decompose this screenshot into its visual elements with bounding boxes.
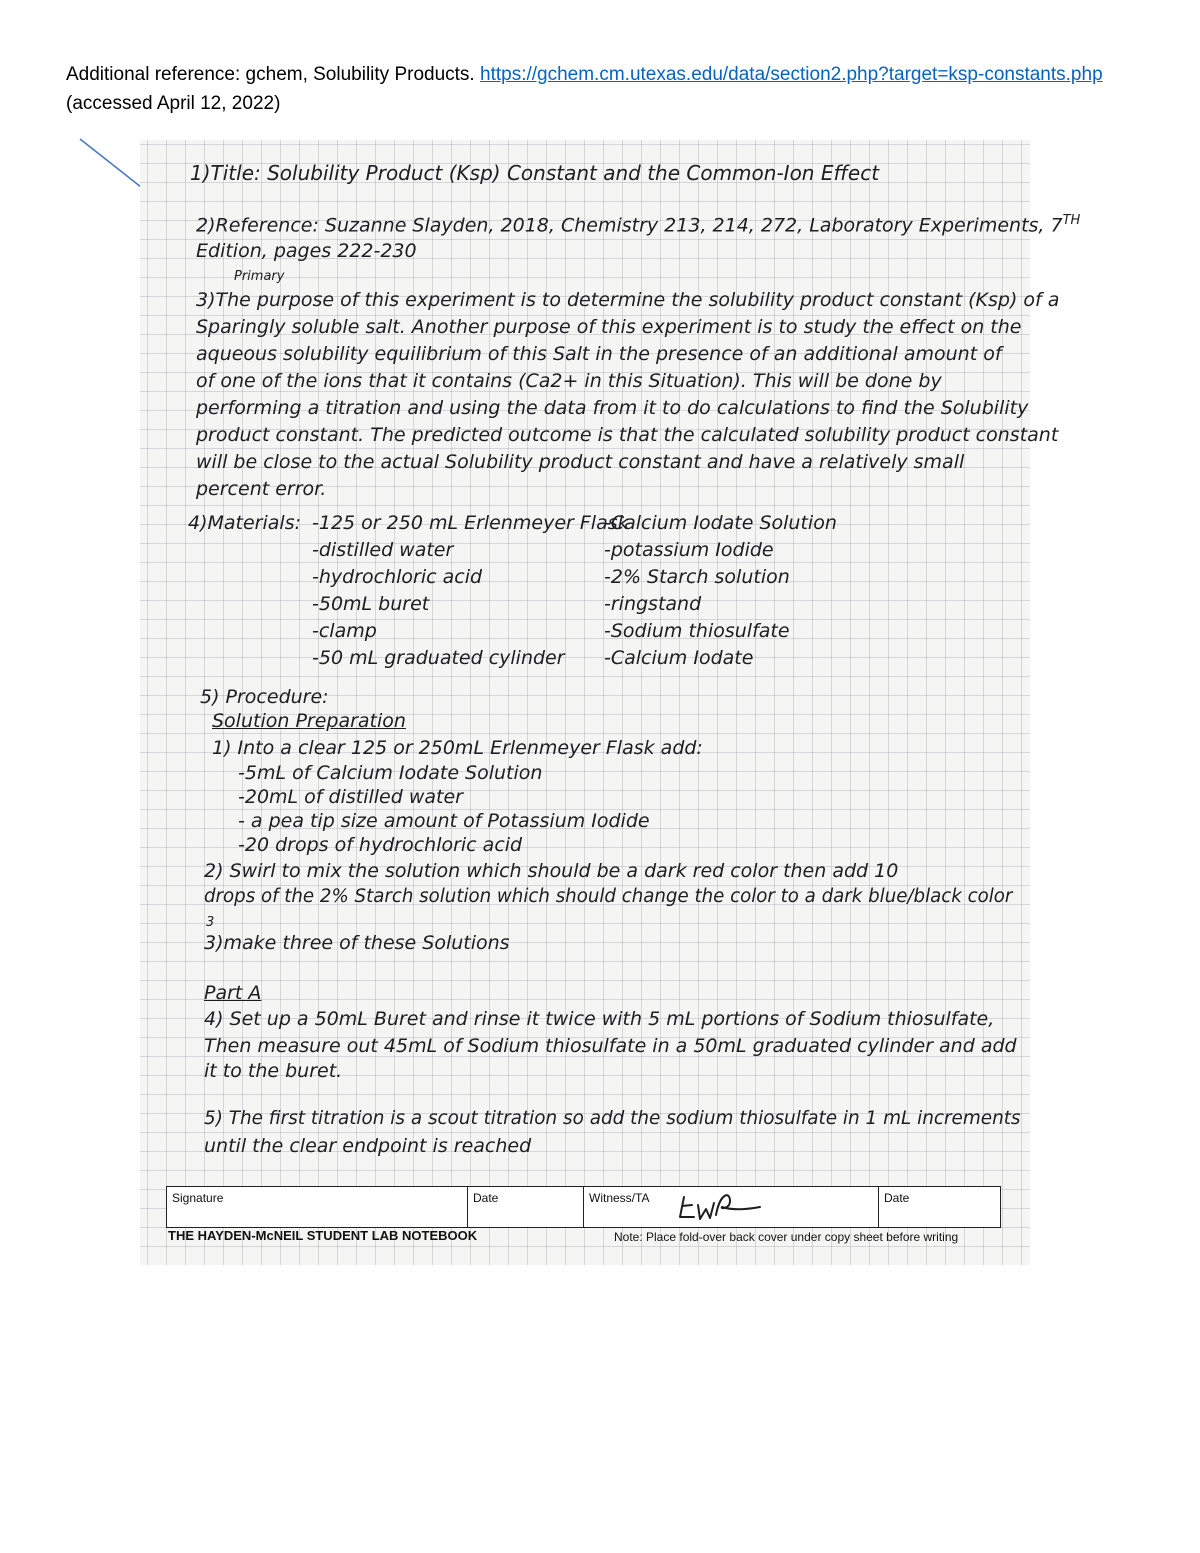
material-item: -125 or 250 mL Erlenmeyer Flask — [312, 512, 629, 534]
purpose-line: product constant. The predicted outcome is that the calculated solubility product constant — [196, 424, 1059, 446]
primary-insert: Primary — [234, 269, 285, 284]
signature-cell[interactable] — [167, 1187, 468, 1227]
material-item: -50mL buret — [312, 593, 430, 615]
reference-prefix: Additional reference: gchem, Solubility Products. — [66, 64, 480, 85]
procedure-subitem: -5mL of Calcium Iodate Solution — [238, 762, 543, 784]
procedure-subitem: -20mL of distilled water — [238, 786, 463, 808]
procedure-step: until the clear endpoint is reached — [204, 1135, 532, 1157]
purpose-line: performing a titration and using the data from it to do calculations to find the Solubility — [196, 397, 1029, 419]
procedure-subitem: - a pea tip size amount of Potassium Iodide — [238, 810, 650, 832]
witness-label: Witness/TA — [589, 1191, 650, 1205]
witness-cell[interactable] — [584, 1187, 879, 1227]
reference-superscript: TH — [1062, 213, 1081, 228]
purpose-line: Sparingly soluble salt. Another purpose of this experiment is to study the effect on the — [196, 316, 1022, 338]
reference-line-text: 2)Reference: Suzanne Slayden, 2018, Chemistry 213, 214, 272, Laboratory Experiments, 7 — [196, 214, 1063, 237]
date2-label: Date — [884, 1191, 910, 1205]
title-line: 1)Title: Solubility Product (Ksp) Constant and the Common-Ion Effect — [190, 161, 880, 185]
procedure-step: 4) Set up a 50mL Buret and rinse it twice with 5 mL portions of Sodium thiosulfate, — [204, 1008, 995, 1030]
purpose-line: aqueous solubility equilibrium of this Salt in the presence of an additional amount of — [196, 343, 1002, 365]
date-label: Date — [473, 1191, 499, 1205]
reference-link[interactable]: https://gchem.cm.utexas.edu/data/section2.php?target=ksp-constants.php — [480, 64, 1103, 85]
procedure-step: drops of the 2% Starch solution which should change the color to a dark blue/black color — [204, 886, 1013, 907]
part-a-heading: Part A — [204, 982, 262, 1004]
material-item: -Calcium Iodate Solution — [604, 512, 837, 534]
material-item: -distilled water — [312, 539, 454, 561]
date-cell[interactable] — [468, 1187, 584, 1227]
reference-suffix: (accessed April 12, 2022) — [66, 93, 281, 114]
additional-reference — [66, 60, 1146, 118]
signature-table — [166, 1186, 1001, 1228]
material-item: -Sodium thiosulfate — [604, 620, 790, 642]
material-item: -potassium Iodide — [604, 539, 774, 561]
material-item: -ringstand — [604, 593, 702, 615]
notebook-note: Note: Place fold-over back cover under copy sheet before writing — [614, 1230, 959, 1244]
procedure-step: 5) The first titration is a scout titration so add the sodium thiosulfate in 1 mL increments — [204, 1108, 1021, 1129]
date2-cell[interactable] — [879, 1187, 1000, 1227]
purpose-line: 3)The purpose of this experiment is to determine the solubility product constant (Ksp) of a — [196, 289, 1060, 311]
signature-label: Signature — [172, 1191, 224, 1205]
purpose-line: will be close to the actual Solubility product constant and have a relatively small — [196, 451, 965, 473]
procedure-step: 1) Into a clear 125 or 250mL Erlenmeyer Flask add: — [212, 737, 703, 759]
procedure-step: 2) Swirl to mix the solution which should be a dark red color then add 10 — [204, 860, 899, 882]
procedure-step: Then measure out 45mL of Sodium thiosulfate in a 50mL graduated cylinder and add — [204, 1035, 1017, 1057]
purpose-line: of one of the ions that it contains (Ca2+ in this Situation). This will be done by — [196, 370, 942, 392]
witness-signature-icon — [676, 1187, 786, 1227]
purpose-line: percent error. — [196, 478, 327, 500]
procedure-step: it to the buret. — [204, 1060, 343, 1082]
material-item: -Calcium Iodate — [604, 647, 754, 669]
notebook-brand: THE HAYDEN-McNEIL STUDENT LAB NOTEBOOK — [168, 1228, 478, 1243]
reference-line-2: Edition, pages 222-230 — [196, 240, 417, 262]
solution-prep-heading: Solution Preparation — [212, 710, 406, 732]
margin-mark: 3 — [206, 915, 215, 930]
procedure-subitem: -20 drops of hydrochloric acid — [238, 834, 523, 856]
material-item: -clamp — [312, 620, 377, 642]
procedure-label: 5) Procedure: — [200, 686, 329, 708]
material-item: -50 mL graduated cylinder — [312, 647, 565, 669]
material-item: -2% Starch solution — [604, 566, 790, 588]
procedure-step: 3)make three of these Solutions — [204, 932, 510, 954]
material-item: -hydrochloric acid — [312, 566, 483, 588]
materials-label: 4)Materials: — [188, 512, 301, 534]
